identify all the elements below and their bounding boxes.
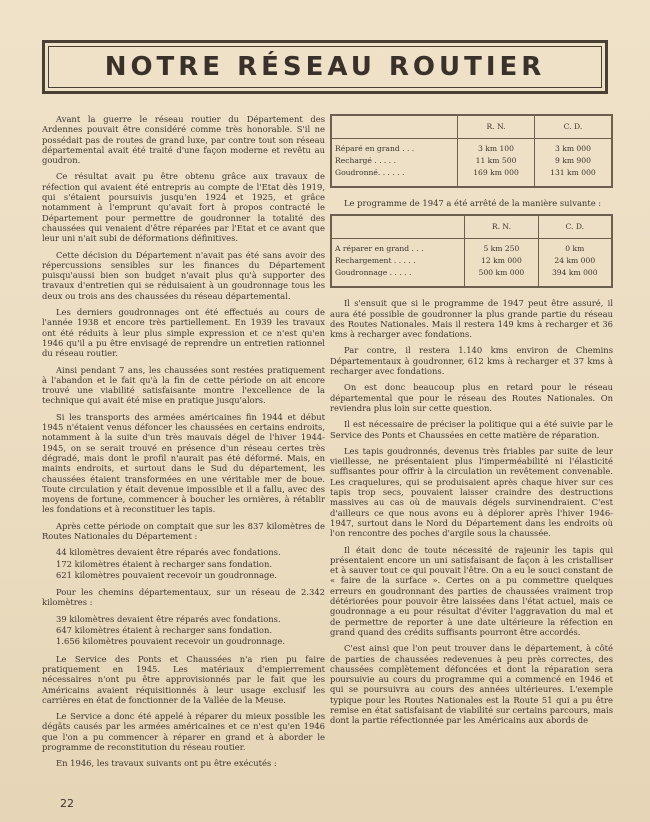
table-cell: 394 km 000 (538, 267, 612, 287)
paragraph: Avant la guerre le réseau routier du Département des Ardennes pouvait être considéré comme très honorable. S'il ne possédait pas de routes de grand luxe, par contre tout son réseau départemental avait été traité d'une façon moderne et revêtu au goudron. (42, 114, 325, 166)
table-row (331, 139, 612, 156)
rn-list-item: 44 kilomètres devaient être réparés avec fondations. (56, 547, 281, 558)
table-cell: Goudronnage . . . . . (335, 268, 412, 278)
rn-list-item: 172 kilomètres étaient à recharger sans fondation. (56, 558, 273, 569)
table-header: C. D. (538, 215, 612, 239)
table-header: C. D. (534, 115, 612, 139)
table-cell: 131 km 000 (534, 167, 612, 187)
paragraph: Le Service a donc été appelé à réparer du mieux possible les dégâts causés par les armées américaines et ce n'est qu'en 1946 que l'on a pu commencer à réparer en grand et à aborder le programme de reconstitution du réseau routier. (42, 711, 325, 753)
paragraph: Les tapis goudronnés, devenus très friables par suite de leur vieillesse, ne présentaient plus l'imperméabilité ni l'élasticité suffisantes pour offrir à la circulation un revêtement convenable. Les craquelures, qui se produisaient après chaque hiver sur ces tapis trop secs, pouvaient laisser craindre des destructions massives au cas où de mauvais dégels survinendraient. C'est d'ailleurs ce que nous avons eu à déplorer après l'hiver 1946-1947, surtout dans le Nord du Département dans les endroits où l'on rencontre des poches d'argile sous la chaussée. (330, 445, 613, 539)
paragraph: Le programme de 1947 a été arrêté de la manière suivante : (344, 198, 602, 208)
cd-list-item: 1.656 kilomètres pouvaient recevoir un goudronnage. (56, 636, 286, 647)
table-header-row (331, 115, 612, 139)
paragraph: Il était donc de toute nécessité de rajeunir les tapis qui présentaient encore un uni satisfaisant de façon à les cristalliser et à sauver tout ce qui pouvait l'être. On a eu le souci constant de « faire de la surface ». Certes on a pu commettre quelques erreurs en goudronnant des parties de chaussées vraiment trop détériorées pour pouvoir être laissées dans l'état actuel, mais ce goudronnage a eu pour résultat d'éviter l'aggravation du mal et de permettre de reporter à une date ultérieure la réfection en grand quand des crédits suffisants pourront être accordés. (330, 544, 613, 637)
table-header (331, 215, 465, 239)
page-number: 22 (60, 797, 74, 810)
paragraph: Cette décision du Département n'avait pas été sans avoir des répercussions sensibles sur les finances du Département puisqu'aussi bien son budget n'avait plus qu'à supporter des travaux d'entretien qui se réduisaient à un goudronnage tous les deux ou trois ans des chaussées du réseau départemental. (42, 249, 325, 301)
table-cell: 3 km 000 (534, 139, 612, 156)
paragraph: Il s'ensuit que si le programme de 1947 peut être assuré, il aura été possible de goudronner la plus grande partie du réseau des Routes Nationales. Mais il restera 149 kms à recharger et 36 kms à recharger avec fondations. (330, 298, 613, 340)
table-cell: Goudronné. . . . . . (335, 167, 405, 177)
table-header-row (331, 215, 612, 239)
paragraph: Les derniers goudronnages ont été effectués au cours de l'année 1938 et encore très partiellement. En 1939 les travaux ont été réduits à leur plus simple expression et ce n'est qu'en 1946 qu'il a pu être envisagé de reprendre un entretien rationnel du réseau routier. (42, 307, 325, 359)
paragraph: Ainsi pendant 7 ans, les chaussées sont restées pratiquement à l'abandon et le fait qu'à la fin de cette période on ait encore trouvé une viabilité satisfaisante montre l'excellence de la technique qui avait été mise en pratique jusqu'alors. (42, 364, 325, 406)
cd-list-item: 647 kilomètres étaient à recharger sans fondation. (56, 625, 273, 636)
paragraph: Il est nécessaire de préciser la politique qui a été suivie par le Service des Ponts et Chaussées en cette matière de réparation. (330, 419, 613, 440)
paragraph: Après cette période on comptait que sur les 837 kilomètres de Routes Nationales du Département : (42, 520, 325, 541)
page-title: NOTRE RÉSEAU ROUTIER (104, 52, 546, 82)
table-header (331, 115, 458, 139)
table-row (331, 167, 612, 187)
table-cell: 0 km (538, 239, 612, 256)
program-1947-table (330, 214, 613, 288)
table-cell: 500 km 000 (465, 267, 538, 287)
table-cell: 9 km 900 (534, 155, 612, 167)
table-row (331, 267, 612, 287)
table-cell: A réparer en grand . . . (335, 244, 424, 254)
left-column (42, 114, 325, 775)
paragraph: En 1946, les travaux suivants ont pu être exécutés : (56, 758, 277, 769)
table-cell: 3 km 100 (458, 139, 535, 156)
paragraph: Pour les chemins départementaux, sur un réseau de 2.342 kilomètres : (42, 587, 325, 608)
table-cell: Rechargement . . . . . (335, 256, 416, 266)
table-row (331, 155, 612, 167)
table-cell: 5 km 250 (465, 239, 538, 256)
cd-list-item: 39 kilomètres devaient être réparés avec fondations. (56, 613, 281, 624)
paragraph: On est donc beaucoup plus en retard pour le réseau départemental que pour le réseau des Routes Nationales. On reviendra plus loin sur cette question. (330, 382, 613, 413)
rn-list-item: 621 kilomètres pouvaient recevoir un goudronnage. (56, 569, 278, 580)
table-row (331, 255, 612, 267)
paragraph: C'est ainsi que l'on peut trouver dans le département, à côté de parties de chaussées redevenues à peu près correctes, des chaussées complètement défoncées et dont la réparation sera poursuivie au cours du programme qui a commencé en 1946 et qui se poursuivra au cours des années ultérieures. L'exemple typique pour les Routes Nationales est la Route 51 qui a pu être remise en état satisfaisant de viabilité sur certains parcours, mais dont la partie réfectionnée par les Américains aux abords de (330, 643, 613, 726)
title-frame (42, 40, 608, 94)
table-cell: 11 km 500 (458, 155, 535, 167)
table-header: R. N. (465, 215, 538, 239)
table-header: R. N. (458, 115, 535, 139)
table-row (331, 239, 612, 256)
paragraph: Le Service des Ponts et Chaussées n'a rien pu faire pratiquement en 1945. Les matériaux d'empierrement nécessaires n'ont pu être approvisionnés par le fait que les Américains avaient réquisitionnés à leur usage exclusif les carrières en état de fonctionner de la Vallée de la Meuse. (42, 653, 325, 705)
works-1946-table (330, 114, 613, 188)
table-cell: 169 km 000 (458, 167, 535, 187)
table-cell: 12 km 000 (465, 255, 538, 267)
paragraph: Ce résultat avait pu être obtenu grâce aux travaux de réfection qui avaient été entrepris au compte de l'Etat dès 1919, qui s'étaient poursuivis jusqu'en 1924 et 1925, et grâce notamment à l'emprunt qu'avait fort à propos contracté le Département pour permettre de goudronner la totalité des chaussées qui venaient d'être réparées par l'Etat et ce avant que leur uni n'ait subi de déformations définitives. (42, 171, 325, 244)
table-cell: Réparé en grand . . . (335, 143, 415, 153)
paragraph: Par contre, il restera 1.140 kms environ de Chemins Départementaux à goudronner, 612 kms à recharger et 37 kms à recharger avec fondations. (330, 345, 613, 377)
table-cell: Rechargé . . . . . (335, 155, 397, 165)
paragraph: Si les transports des armées américaines fin 1944 et début 1945 n'étaient venus défoncer les chaussées en certains endroits, notamment à la suite d'un très mauvais dégel de l'hiver 1944-1945, on se serait trouvé en présence d'un réseau certes très dégradé, mais dont le profil n'aurait pas été déformé. Mais, en maints endroits, et surtout dans le Sud du département, les chaussées étaient transformées en une véritable mer de boue. Toute circulation y était devenue impossible et il a fallu, avec des moyens de fortune, commencer à boucher les ornières, à rétablir les fondations et à reconstituer les tapis. (42, 411, 325, 515)
table-cell: 24 km 000 (538, 255, 612, 267)
right-column (330, 114, 613, 732)
